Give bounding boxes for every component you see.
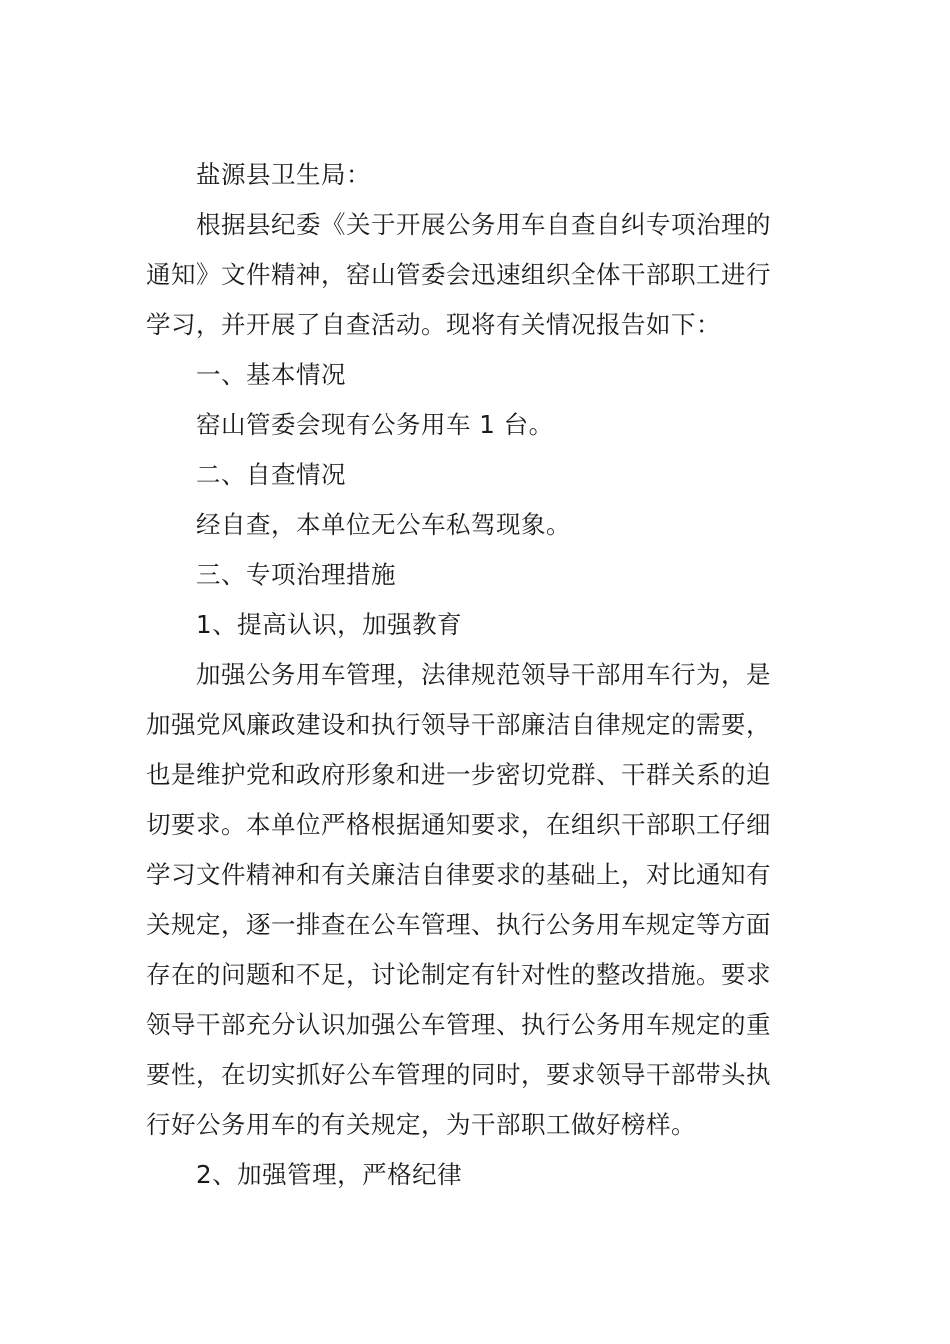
- item1-body-line-6: 关规定，逐一排查在公车管理、执行公务用车规定等方面: [146, 910, 771, 939]
- intro-line-1: 根据县纪委《关于开展公务用车自查自纠专项治理的: [196, 210, 771, 239]
- section3-heading: 三、专项治理措施: [196, 560, 396, 589]
- item2-heading: 2、加强管理，严格纪律: [196, 1160, 463, 1189]
- item1-body-line-7: 存在的问题和不足，讨论制定有针对性的整改措施。要求: [146, 960, 771, 989]
- intro-line-2: 通知》文件精神，窑山管委会迅速组织全体干部职工进行: [146, 260, 771, 289]
- item1-body-line-4: 切要求。本单位严格根据通知要求，在组织干部职工仔细: [146, 810, 771, 839]
- intro-line-3: 学习，并开展了自查活动。现将有关情况报告如下：: [146, 310, 721, 339]
- section1-body: 窑山管委会现有公务用车 1 台。: [196, 410, 554, 439]
- section1-heading: 一、基本情况: [196, 360, 346, 389]
- item1-heading: 1、提高认识，加强教育: [196, 610, 463, 639]
- item1-body-line-5: 学习文件精神和有关廉洁自律要求的基础上，对比通知有: [146, 860, 771, 889]
- item1-body-line-1: 加强公务用车管理，法律规范领导干部用车行为，是: [196, 660, 771, 689]
- item1-body-line-3: 也是维护党和政府形象和进一步密切党群、干群关系的迫: [146, 760, 771, 789]
- section2-heading: 二、自查情况: [196, 460, 346, 489]
- item1-body-line-8: 领导干部充分认识加强公车管理、执行公务用车规定的重: [146, 1010, 771, 1039]
- item1-body-line-9: 要性，在切实抓好公车管理的同时，要求领导干部带头执: [146, 1060, 771, 1089]
- item1-body-line-2: 加强党风廉政建设和执行领导干部廉洁自律规定的需要，: [146, 710, 771, 739]
- section2-body: 经自查，本单位无公车私驾现象。: [196, 510, 571, 539]
- item1-body-line-10: 行好公务用车的有关规定，为干部职工做好榜样。: [146, 1110, 696, 1139]
- salutation: 盐源县卫生局：: [196, 160, 371, 189]
- document-body: [146, 150, 790, 1200]
